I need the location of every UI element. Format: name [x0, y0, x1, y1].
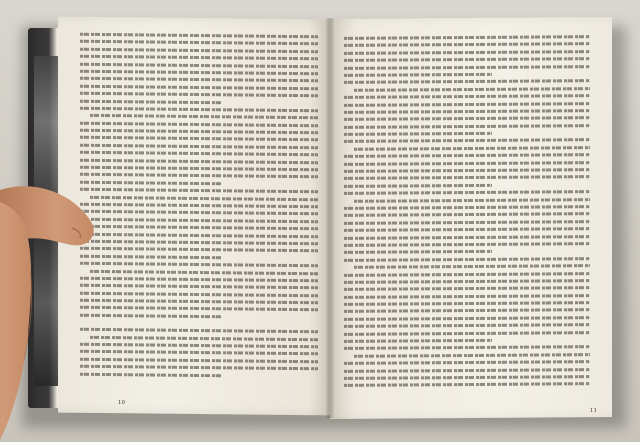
- hand-holding-book: [0, 150, 120, 440]
- palm: [0, 200, 31, 440]
- left-page-number: 10: [118, 400, 125, 406]
- right-page-text-block: [344, 33, 590, 395]
- book-gutter: [326, 18, 334, 418]
- right-page-number: 11: [590, 408, 597, 414]
- text-line: [344, 381, 590, 390]
